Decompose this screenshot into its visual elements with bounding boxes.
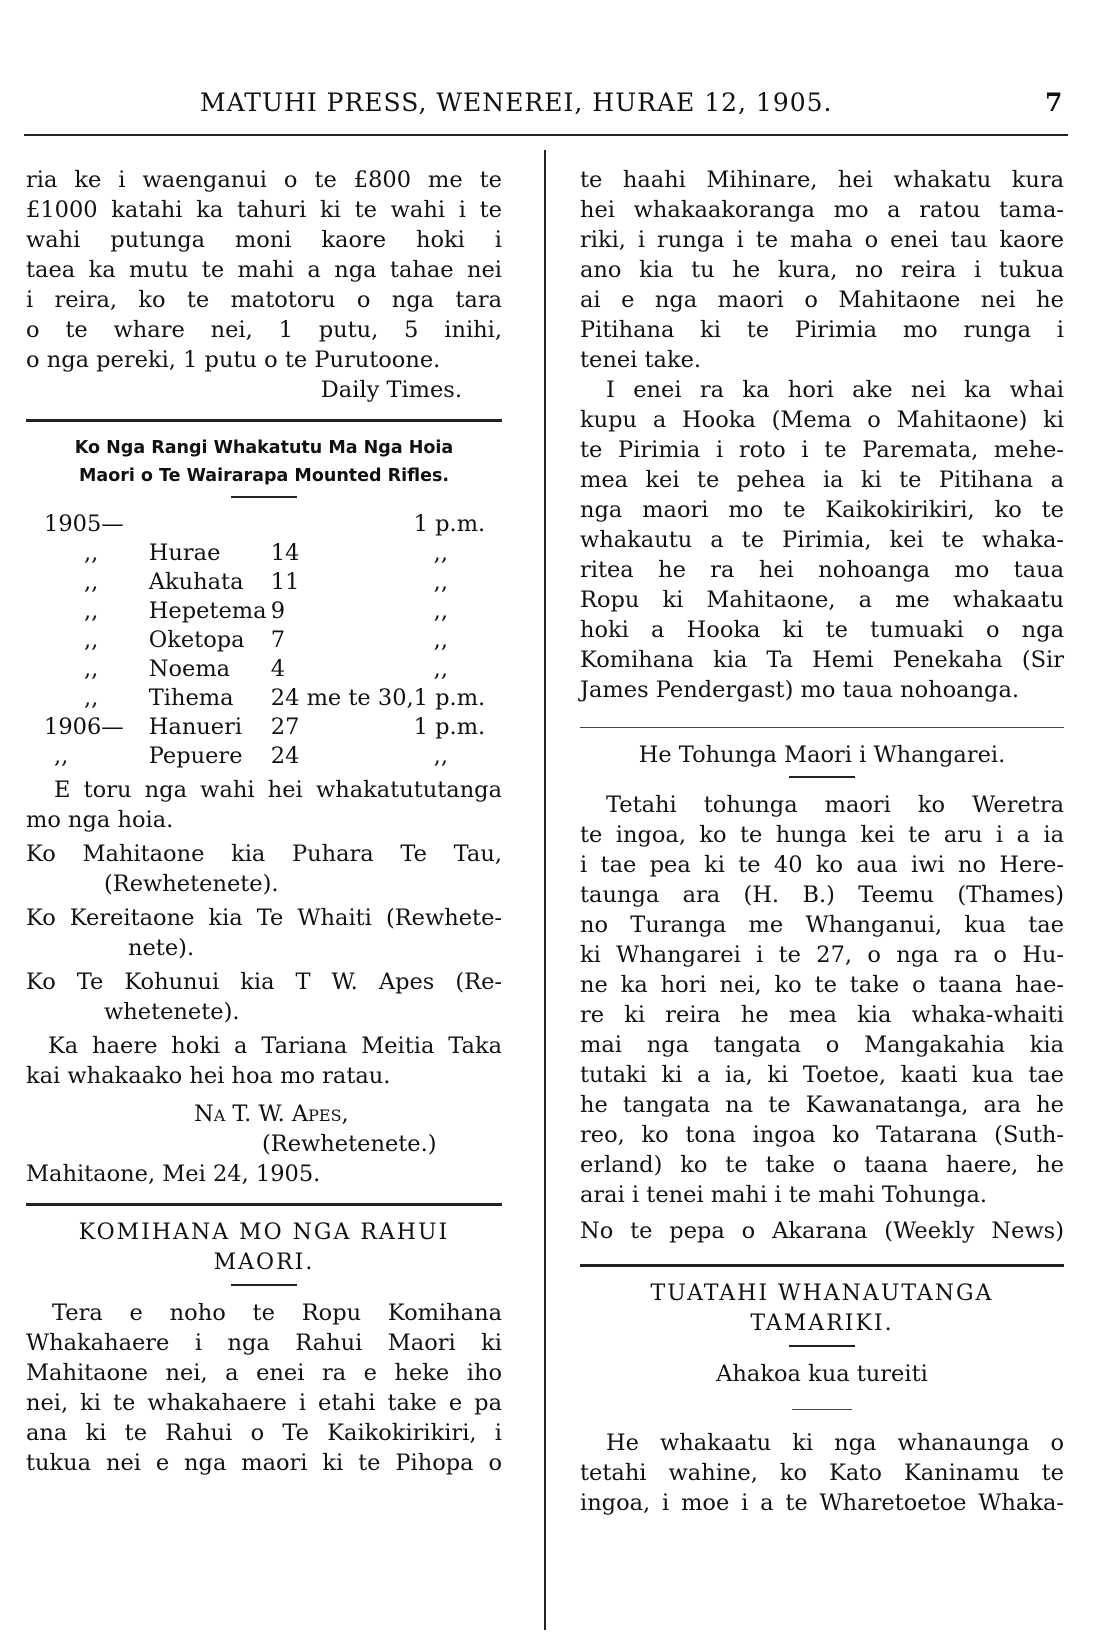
text-line: te ingoa, ko te hunga kei te aru i a ia — [580, 822, 1064, 848]
text-line: erland) ko te take o taana haere, he — [580, 1152, 1064, 1178]
schedule-time: 1 p.m. — [413, 714, 486, 740]
column-divider — [544, 150, 546, 1630]
article-paragraph — [580, 790, 1064, 1210]
article-heading: KOMIHANA MO NGA RAHUI — [78, 1220, 450, 1245]
tohunga-article — [580, 740, 1064, 1246]
left-column — [26, 165, 502, 1478]
page-header — [0, 88, 1114, 128]
article-paragraph — [26, 1298, 502, 1478]
text-line: tutaki ki a ia, ki Toetoe, kaati kua tae — [580, 1062, 1064, 1088]
text-line: ai e nga maori o Mahitaone nei he — [580, 287, 1064, 313]
text-line: Komihana kia Ta Hemi Penekaha (Sir — [580, 647, 1064, 673]
schedule-row — [44, 626, 502, 655]
schedule-year: ,, — [84, 569, 99, 595]
article-paragraph — [580, 1428, 1064, 1518]
intro-paragraph-left — [26, 165, 502, 405]
text-line: i tae pea ki te 40 ko aua iwi no Here- — [580, 852, 1064, 878]
subheading-rule — [792, 1409, 852, 1410]
schedule-row — [44, 597, 502, 626]
text-line: taea ka mutu te mahi a nga tahae nei — [26, 257, 502, 283]
schedule-day: 14 — [270, 540, 300, 566]
text-line: o te whare nei, 1 putu, 5 inihi, — [26, 317, 502, 343]
source-credit — [580, 1216, 1064, 1246]
text-line: mo nga hoia. — [26, 807, 174, 833]
text-line: Ropu ki Mahitaone, a me whakaatu — [580, 587, 1064, 613]
schedule-year: 1905— — [44, 511, 124, 537]
article-paragraph — [26, 967, 502, 1027]
schedule-time: ,, — [433, 598, 448, 624]
text-line: no Turanga me Whanganui, kua tae — [580, 912, 1064, 938]
schedule-row — [44, 713, 502, 742]
text-line: re ki reira he mea kia whaka-whaiti — [580, 1002, 1064, 1028]
signature-name: Na T. W. Apes, — [194, 1101, 349, 1127]
schedule-time: ,, — [433, 743, 448, 769]
schedule-day: 4 — [270, 656, 286, 682]
schedule-day: 7 — [270, 627, 286, 653]
text-line: ana ki te Rahui o Te Kaikokirikiri, i — [26, 1420, 502, 1446]
schedule-year: ,, — [84, 540, 99, 566]
text-line: Ko Kereitaone kia Te Whaiti (Rewhete- — [26, 905, 502, 931]
masthead-title: MATUHI PRESS, WENEREI, HURAE 12, 1905. — [200, 88, 833, 117]
article-heading: Ko Nga Rangi Whakatutu Ma Nga Hoia — [74, 438, 454, 458]
schedule-row — [44, 510, 502, 539]
heading-rule — [789, 776, 855, 778]
text-line: i reira, ko te matotoru o nga tara — [26, 287, 502, 313]
text-line: he tangata na te Kawanatanga, ara he — [580, 1092, 1064, 1118]
schedule-time: 1 p.m. — [413, 685, 486, 711]
text-line: whakautu a te Pirimia, kei te whaka- — [580, 527, 1064, 553]
schedule-year: ,, — [54, 743, 69, 769]
text-line: hoki a Hooka ki te tumuaki o nga — [580, 617, 1064, 643]
schedule-time: ,, — [433, 627, 448, 653]
schedule-year: ,, — [84, 656, 99, 682]
schedule-day: 24 — [270, 743, 300, 769]
article-heading: TUATAHI WHANAUTANGA — [650, 1281, 994, 1306]
text-line: He whakaatu ki nga whanaunga o — [606, 1430, 1064, 1456]
text-line: tukua nei e nga maori ki te Pihopa o — [26, 1450, 502, 1476]
text-line: I enei ra ka hori ake nei ka whai — [606, 377, 1064, 403]
signature-place-date: Mahitaone, Mei 24, 1905. — [26, 1161, 321, 1187]
text-line: hei whakaakoranga mo a ratou tama- — [580, 197, 1064, 223]
schedule-row — [44, 655, 502, 684]
text-line: taunga ara (H. B.) Teemu (Thames) — [580, 882, 1064, 908]
signature-rank: (Rewhetenete.) — [262, 1131, 437, 1157]
article-paragraph — [580, 375, 1064, 705]
text-line: tetahi wahine, ko Kato Kaninamu te — [580, 1460, 1064, 1486]
schedule-time: 1 p.m. — [413, 511, 486, 537]
text-line: Mahitaone nei, a enei ra e heke iho — [26, 1360, 502, 1386]
text-line: ano kia tu he kura, no reira i tukua — [580, 257, 1064, 283]
schedule-year: ,, — [84, 627, 99, 653]
schedule-year: 1906— — [44, 714, 124, 740]
text-line: nete). — [128, 935, 195, 961]
text-line: nei, ki te whakahaere i etahi take e pa — [26, 1390, 502, 1416]
schedule-day: 11 — [270, 569, 300, 595]
schedule-month: Hurae — [148, 540, 221, 566]
schedule-day: 9 — [270, 598, 286, 624]
text-line: ne ka hori nei, ko te take o taana hae- — [580, 972, 1064, 998]
article-subheading: Ahakoa kua tureiti — [716, 1361, 928, 1387]
schedule-month: Akuhata — [148, 569, 244, 595]
heading-rule — [231, 1284, 297, 1286]
heading-rule — [231, 496, 297, 498]
schedule-month: Noema — [148, 656, 231, 682]
schedule-day: 27 — [270, 714, 300, 740]
text-line: mai nga tangata o Mangakahia kia — [580, 1032, 1064, 1058]
schedule-month: Pepuere — [148, 743, 243, 769]
text-line: Ko Mahitaone kia Puhara Te Tau, — [26, 841, 502, 867]
heading-rule — [789, 1345, 855, 1347]
tuatahi-article — [580, 1279, 1064, 1518]
text-line: ritea he ra hei nohoanga mo taua — [580, 557, 1064, 583]
schedule-year: ,, — [84, 685, 99, 711]
text-line: ki Whangarei i te 27, o nga ra o Hu- — [580, 942, 1064, 968]
section-rule — [580, 1264, 1064, 1267]
text-line: kai whakaako hei hoa mo ratau. — [26, 1063, 391, 1089]
page-number: 7 — [1045, 88, 1063, 117]
text-line: James Pendergast) mo taua nohoanga. — [580, 677, 1020, 703]
rangi-article — [26, 434, 502, 1189]
text-line: tenei take. — [580, 347, 702, 373]
text-line: Tera e noho te Ropu Komihana — [52, 1300, 502, 1326]
komihana-article — [26, 1218, 502, 1478]
schedule-row — [44, 684, 502, 713]
source-credit: Daily Times. — [320, 377, 462, 403]
schedule-row — [44, 568, 502, 597]
text-line: o nga pereki, 1 putu o te Purutoone. — [26, 347, 441, 373]
text-line: £1000 katahi ka tahuri ki te wahi i te — [26, 197, 502, 223]
text-line: te Pirimia i roto i te Paremata, mehe- — [580, 437, 1064, 463]
text-line: No te pepa o Akarana (Weekly News) — [580, 1218, 1064, 1244]
right-column — [580, 165, 1064, 1518]
signature-block — [26, 1099, 502, 1189]
text-line: nga maori mo te Kaikokirikiri, ko te — [580, 497, 1064, 523]
schedule-year: ,, — [84, 598, 99, 624]
article-paragraph — [26, 839, 502, 899]
text-line: kupu a Hooka (Mema o Mahitaone) ki — [580, 407, 1064, 433]
section-rule — [26, 1203, 502, 1206]
schedule-month: Oketopa — [148, 627, 245, 653]
text-line: whetenete). — [104, 999, 240, 1025]
text-line: Ko Te Kohunui kia T W. Apes (Re- — [26, 969, 502, 995]
intro-paragraph-right — [580, 165, 1064, 375]
text-line: riki, i runga i te maha o enei tau kaore — [580, 227, 1064, 253]
parade-schedule — [44, 510, 502, 771]
text-line: (Rewhetenete). — [104, 871, 279, 897]
text-line: E toru nga wahi hei whakatututanga — [54, 777, 502, 803]
schedule-month — [149, 510, 271, 539]
schedule-time: ,, — [433, 656, 448, 682]
schedule-month: Hepetema — [148, 598, 267, 624]
article-heading: He Tohunga Maori i Whangarei. — [638, 742, 1006, 768]
schedule-month: Hanueri — [148, 714, 243, 740]
text-line: te haahi Mihinare, hei whakatu kura — [580, 167, 1064, 193]
text-line: ria ke i waenganui o te £800 me te — [26, 167, 502, 193]
text-line: wahi putunga moni kaore hoki i — [26, 227, 502, 253]
schedule-day — [271, 510, 414, 539]
schedule-row — [44, 539, 502, 568]
text-line: Whakahaere i nga Rahui Maori ki — [26, 1330, 502, 1356]
text-line: Pitihana ki te Pirimia mo runga i — [580, 317, 1064, 343]
header-rule — [24, 134, 1068, 136]
text-line: reo, ko tona ingoa ko Tatarana (Suth- — [580, 1122, 1064, 1148]
section-rule — [26, 419, 502, 422]
schedule-day: 24 me te 30, — [270, 685, 414, 711]
text-line: ingoa, i moe i a te Wharetoetoe Whaka- — [580, 1490, 1064, 1516]
schedule-time: ,, — [433, 569, 448, 595]
schedule-month: Tihema — [148, 685, 234, 711]
text-line: mea kei te pehea ia ki te Pitihana a — [580, 467, 1064, 493]
article-heading: MAORI. — [213, 1250, 315, 1275]
section-rule — [580, 727, 1064, 728]
schedule-time: ,, — [433, 540, 448, 566]
text-line: arai i tenei mahi i te mahi Tohunga. — [580, 1182, 988, 1208]
article-paragraph — [26, 903, 502, 963]
schedule-row — [44, 742, 502, 771]
text-line: Tetahi tohunga maori ko Weretra — [606, 792, 1064, 818]
article-paragraph — [26, 775, 502, 835]
article-heading: Maori o Te Wairarapa Mounted Rifles. — [78, 466, 450, 486]
article-heading: TAMARIKI. — [750, 1311, 894, 1336]
text-line: Ka haere hoki a Tariana Meitia Taka — [48, 1033, 502, 1059]
article-paragraph — [26, 1031, 502, 1091]
